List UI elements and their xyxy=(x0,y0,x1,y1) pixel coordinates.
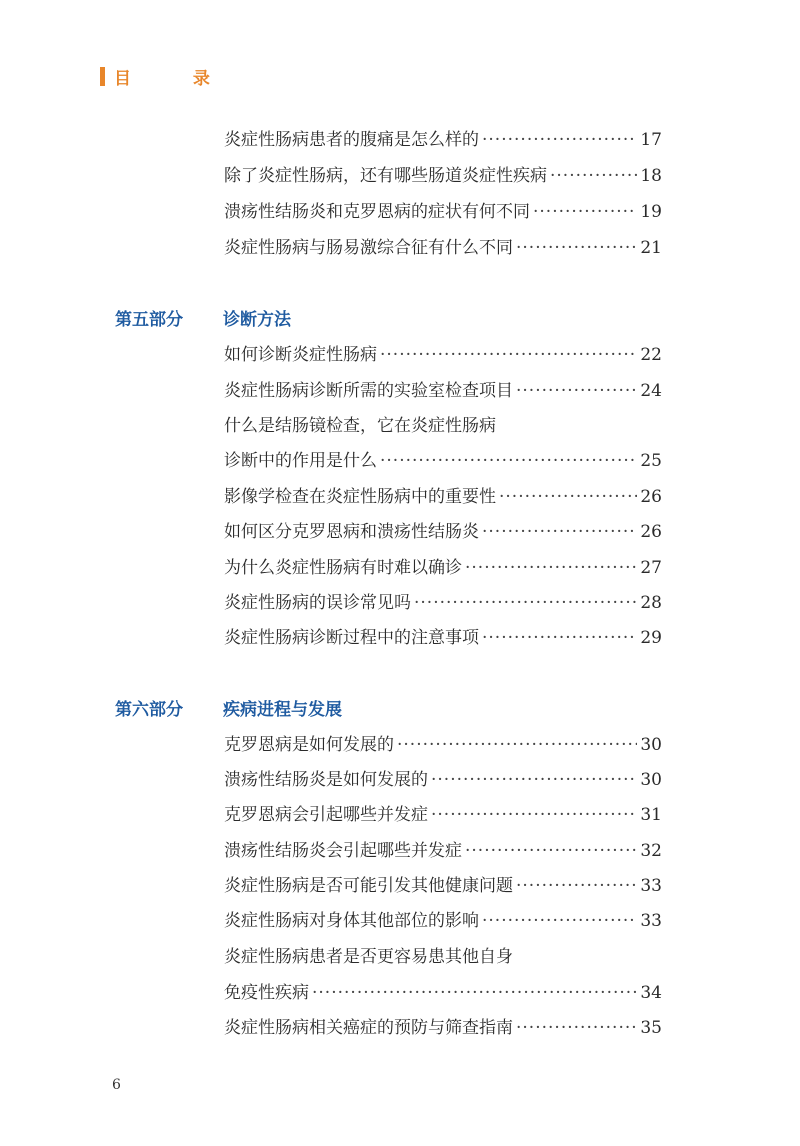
leader-dots xyxy=(312,981,637,1005)
header-accent-bar xyxy=(100,67,105,86)
toc-entry-page: 27 xyxy=(640,558,662,578)
toc-entry-title: 炎症性肠病患者的腹痛是怎么样的 xyxy=(224,130,479,150)
toc-entry[interactable] xyxy=(224,1016,662,1040)
toc-entry[interactable] xyxy=(224,909,662,933)
toc-entry-page: 26 xyxy=(640,487,662,507)
toc-entry[interactable] xyxy=(224,733,662,757)
toc-entry-page: 30 xyxy=(640,735,662,755)
leader-dots xyxy=(397,733,637,757)
toc-entry-title: 溃疡性结肠炎和克罗恩病的症状有何不同 xyxy=(224,202,530,222)
toc-entry-page: 24 xyxy=(640,381,662,401)
toc-entry-title: 炎症性肠病诊断过程中的注意事项 xyxy=(224,628,479,648)
leader-dots xyxy=(380,343,637,367)
toc-entry[interactable] xyxy=(224,520,662,544)
leader-dots xyxy=(414,591,637,615)
toc-entry-title: 炎症性肠病相关癌症的预防与筛查指南 xyxy=(224,1018,513,1038)
toc-entry-page: 34 xyxy=(640,983,662,1003)
toc-entry-page: 17 xyxy=(640,130,662,150)
toc-entry-title: 克罗恩病是如何发展的 xyxy=(224,735,394,755)
toc-entry[interactable] xyxy=(224,449,662,473)
toc-entry[interactable] xyxy=(224,200,662,224)
toc-entry-page: 29 xyxy=(640,628,662,648)
toc-entry-page: 22 xyxy=(640,345,662,365)
leader-dots xyxy=(516,236,637,260)
toc-entry-title: 溃疡性结肠炎会引起哪些并发症 xyxy=(224,841,462,861)
leader-dots xyxy=(516,874,637,898)
leader-dots xyxy=(431,803,637,827)
toc-entry[interactable] xyxy=(224,839,662,863)
toc-entry-title: 免疫性疾病 xyxy=(224,983,309,1003)
toc-entry-title: 为什么炎症性肠病有时难以确诊 xyxy=(224,558,462,578)
leader-dots xyxy=(465,839,637,863)
leader-dots xyxy=(550,164,637,188)
toc-entry-page: 35 xyxy=(640,1018,662,1038)
toc-entry-wrapped-line[interactable]: 什么是结肠镜检查，它在炎症性肠病 xyxy=(224,416,496,436)
toc-entry-title: 炎症性肠病对身体其他部位的影响 xyxy=(224,911,479,931)
toc-entry[interactable] xyxy=(224,981,662,1005)
toc-entry-title: 炎症性肠病是否可能引发其他健康问题 xyxy=(224,876,513,896)
toc-entry[interactable] xyxy=(224,768,662,792)
toc-entry-title: 炎症性肠病的误诊常见吗 xyxy=(224,593,411,613)
toc-entry-title: 克罗恩病会引起哪些并发症 xyxy=(224,805,428,825)
toc-entry-page: 21 xyxy=(640,238,662,258)
leader-dots xyxy=(482,520,637,544)
leader-dots xyxy=(516,379,637,403)
page-number: 6 xyxy=(112,1077,121,1093)
section-label: 第五部分 xyxy=(115,310,183,330)
leader-dots xyxy=(482,909,637,933)
leader-dots xyxy=(482,626,637,650)
toc-entry-page: 19 xyxy=(640,202,662,222)
toc-entry-title: 除了炎症性肠病，还有哪些肠道炎症性疾病 xyxy=(224,166,547,186)
leader-dots xyxy=(499,485,637,509)
leader-dots xyxy=(380,449,637,473)
toc-entry-page: 33 xyxy=(640,876,662,896)
toc-entry-page: 25 xyxy=(640,451,662,471)
toc-title: 目 录 xyxy=(114,69,238,89)
toc-entry-page: 32 xyxy=(640,841,662,861)
toc-entry-page: 26 xyxy=(640,522,662,542)
toc-entry[interactable] xyxy=(224,236,662,260)
section-heading-6[interactable] xyxy=(115,698,342,722)
leader-dots xyxy=(465,556,637,580)
toc-entry[interactable] xyxy=(224,591,662,615)
toc-entry-page: 28 xyxy=(640,593,662,613)
leader-dots xyxy=(516,1016,637,1040)
section-name: 诊断方法 xyxy=(223,310,291,330)
toc-entry[interactable] xyxy=(224,379,662,403)
toc-entry-title: 如何区分克罗恩病和溃疡性结肠炎 xyxy=(224,522,479,542)
toc-entry[interactable] xyxy=(224,803,662,827)
toc-header xyxy=(100,64,238,89)
toc-entry-title: 影像学检查在炎症性肠病中的重要性 xyxy=(224,487,496,507)
toc-entry-title: 炎症性肠病与肠易激综合征有什么不同 xyxy=(224,238,513,258)
section-heading-5[interactable] xyxy=(115,308,291,332)
toc-entry[interactable] xyxy=(224,164,662,188)
section-label: 第六部分 xyxy=(115,700,183,720)
toc-entry[interactable] xyxy=(224,128,662,152)
toc-entry-page: 31 xyxy=(640,805,662,825)
toc-entry[interactable] xyxy=(224,556,662,580)
toc-entry-title: 诊断中的作用是什么 xyxy=(224,451,377,471)
toc-entry-title: 如何诊断炎症性肠病 xyxy=(224,345,377,365)
toc-entry[interactable] xyxy=(224,343,662,367)
toc-entry-title: 溃疡性结肠炎是如何发展的 xyxy=(224,770,428,790)
leader-dots xyxy=(482,128,637,152)
toc-entry[interactable] xyxy=(224,874,662,898)
toc-entry[interactable] xyxy=(224,485,662,509)
toc-entry[interactable] xyxy=(224,626,662,650)
leader-dots xyxy=(533,200,637,224)
leader-dots xyxy=(431,768,637,792)
toc-entry-wrapped-line[interactable]: 炎症性肠病患者是否更容易患其他自身 xyxy=(224,947,513,967)
toc-entry-page: 33 xyxy=(640,911,662,931)
section-name: 疾病进程与发展 xyxy=(223,700,342,720)
toc-entry-page: 18 xyxy=(640,166,662,186)
toc-entry-page: 30 xyxy=(640,770,662,790)
toc-entry-title: 炎症性肠病诊断所需的实验室检查项目 xyxy=(224,381,513,401)
